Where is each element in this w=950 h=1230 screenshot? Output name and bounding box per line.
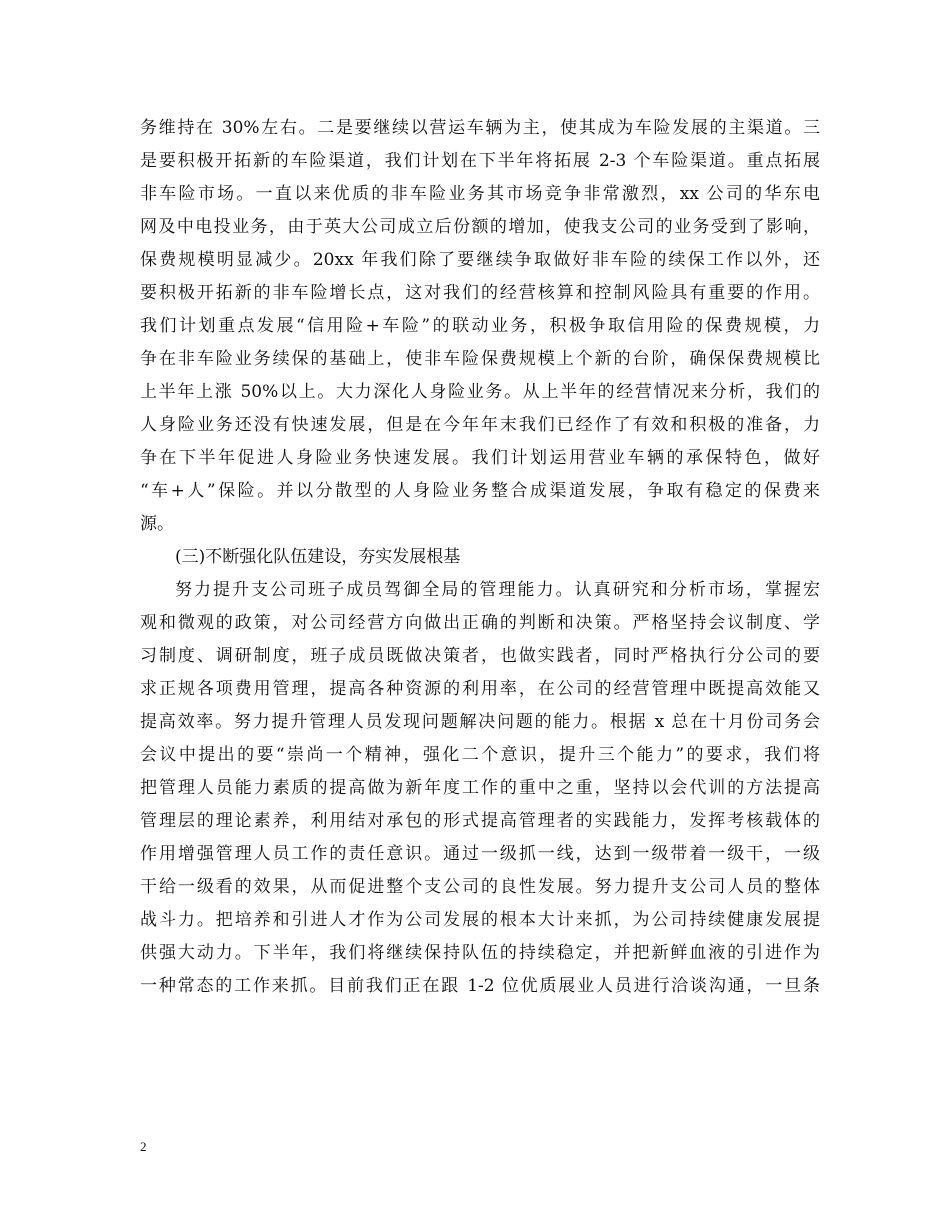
text-line: 我们计划重点发展“信用险+车险”的联动业务，积极争取信用险的保费规模，力 [140,316,820,336]
text-line: 是要积极开拓新的车险渠道，我们计划在下半年将拓展 2-3 个车险渠道。重点拓展 [140,151,820,171]
text-line: 争在下半年促进人身险业务快速发展。我们计划运用营业车辆的承保特色，做好 [140,448,820,468]
text-line: 网及中电投业务，由于英大公司成立后份额的增加，使我支公司的业务受到了影响， [140,217,820,237]
text-line: 一种常态的工作来抓。目前我们正在跟 1-2 位优质展业人员进行洽谈沟通，一旦条 [140,976,820,996]
text-line: 战斗力。把培养和引进人才作为公司发展的根本大计来抓，为公司持续健康发展提 [140,910,820,930]
text-line: 源。 [140,514,174,534]
text-line: 管理层的理论素养，利用结对承包的形式提高管理者的实践能力，发挥考核载体的 [140,811,820,831]
text-line: 务维持在 30%左右。二是要继续以营运车辆为主，使其成为车险发展的主渠道。三 [140,118,820,138]
text-line: 作用增强管理人员工作的责任意识。通过一级抓一线，达到一级带着一级干，一级 [140,844,820,864]
text-line: “车+人”保险。并以分散型的人身险业务整合成渠道发展，争取有稳定的保费来 [140,481,820,501]
text-line: 把管理人员能力素质的提高做为新年度工作的重中之重，坚持以会代训的方法提高 [140,778,820,798]
text-line: 提高效率。努力提升管理人员发现问题解决问题的能力。根据 x 总在十月份司务会 [140,712,820,732]
text-line: 干给一级看的效果，从而促进整个支公司的良性发展。努力提升支公司人员的整体 [140,877,820,897]
text-line: 会议中提出的要“崇尚一个精神，强化二个意识，提升三个能力”的要求，我们将 [140,745,820,765]
text-line: 求正规各项费用管理，提高各种资源的利用率，在公司的经营管理中既提高效能又 [140,679,820,699]
text-line: 人身险业务还没有快速发展，但是在今年年末我们已经作了有效和积极的准备，力 [140,415,820,435]
text-line: 要积极开拓新的非车险增长点，这对我们的经营核算和控制风险具有重要的作用。 [140,283,820,303]
text-line: 上半年上涨 50%以上。大力深化人身险业务。从上半年的经营情况来分析，我们的 [140,382,820,402]
text-line: 争在非车险业务续保的基础上，使非车险保费规模上个新的台阶，确保保费规模比 [140,349,820,369]
text-line: 观和微观的政策，对公司经营方向做出正确的判断和决策。严格坚持会议制度、学 [140,613,820,633]
text-line: 习制度、调研制度，班子成员既做决策者，也做实践者，同时严格执行分公司的要 [140,646,820,666]
text-line: 非车险市场。一直以来优质的非车险业务其市场竞争非常激烈，xx 公司的华东电 [140,184,820,204]
text-line: 供强大动力。下半年，我们将继续保持队伍的持续稳定，并把新鲜血液的引进作为 [140,943,820,963]
text-line: 保费规模明显减少。20xx 年我们除了要继续争取做好非车险的续保工作以外，还 [140,250,820,270]
text-line: 努力提升支公司班子成员驾御全局的管理能力。认真研究和分析市场，掌握宏 [175,580,820,600]
page-number: 2 [140,1139,147,1154]
section-heading: (三)不断强化队伍建设，夯实发展根基 [175,547,461,567]
